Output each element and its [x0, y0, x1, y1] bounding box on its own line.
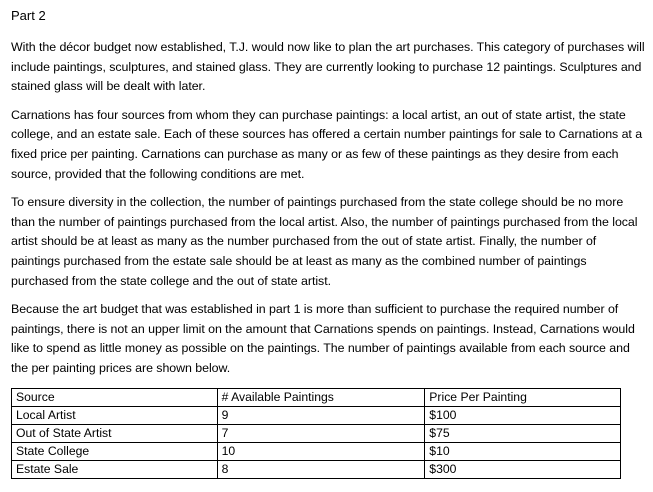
header-price-per-painting: Price Per Painting: [425, 388, 621, 406]
cell-source: Estate Sale: [12, 460, 218, 478]
cell-price: $100: [425, 406, 621, 424]
cell-source: State College: [12, 442, 218, 460]
cell-available: 7: [217, 424, 425, 442]
table-header-row: [12, 388, 621, 406]
paragraph-budget-objective: Because the art budget that was established in part 1 is more than sufficient to purchase the required number of paintings, there is not an upper limit on the amount that Carnations spends on paintings. Instead, Carnations would like to spend as little money as possible on the paintings. The number of paintings available from each source and the per painting prices are shown below.: [11, 302, 635, 375]
cell-available: 9: [217, 406, 425, 424]
cell-price: $300: [425, 460, 621, 478]
cell-price: $10: [425, 442, 621, 460]
cell-source: Out of State Artist: [12, 424, 218, 442]
cell-available: 10: [217, 442, 425, 460]
paragraph-sources: Carnations has four sources from whom they can purchase paintings: a local artist, an out of state artist, the state college, and an estate sale. Each of these sources has offered a certain number paintings for sale to Carnations at a fixed price per painting. Carnations can purchase as many or as few of these paintings as they desire from each source, provided that the following conditions are met.: [11, 107, 643, 181]
painting-sources-table: [11, 388, 621, 479]
header-available-paintings: # Available Paintings: [217, 388, 425, 406]
section-heading: Part 2: [11, 8, 46, 23]
table-row: [12, 442, 621, 460]
table-row: [12, 424, 621, 442]
table-row: [12, 406, 621, 424]
cell-available: 8: [217, 460, 425, 478]
cell-source: Local Artist: [12, 406, 218, 424]
cell-price: $75: [425, 424, 621, 442]
table-row: [12, 460, 621, 478]
paragraph-decor-budget: With the décor budget now established, T.J. would now like to plan the art purchases. This category of purchases will include paintings, sculptures, and stained glass. They are currently looking to purchase 12 paintings. Sculptures and stained glass will be dealt with later.: [11, 40, 645, 94]
header-source: Source: [12, 388, 218, 406]
paragraph-conditions: To ensure diversity in the collection, the number of paintings purchased from the state college should be no more than the number of paintings purchased from the local artist. Also, the number of paintings purchased from the local artist should be at least as many as the number purchased from the out of state artist. Finally, the number of paintings purchased from the estate sale should be at least as many as the combined number of paintings purchased from the state college and the out of state artist.: [11, 195, 638, 288]
document-page: [11, 7, 647, 479]
